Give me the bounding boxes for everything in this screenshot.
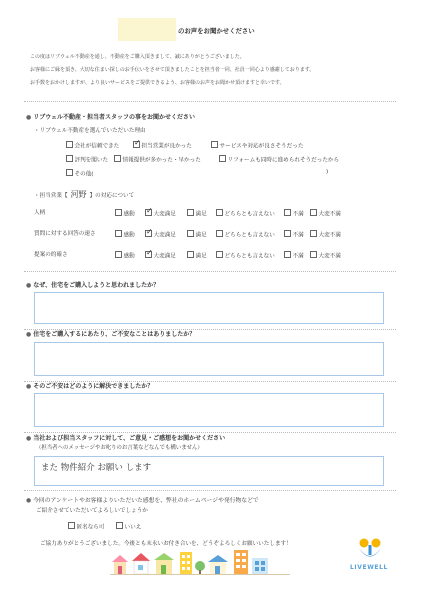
page-title: のお声をお聞かせください bbox=[178, 27, 255, 35]
rating-option-label: 満足 bbox=[195, 253, 207, 260]
rating-option-label: 大変不満 bbox=[318, 253, 341, 260]
answer-box-3[interactable] bbox=[34, 393, 384, 427]
rating-option-label: どちらとも言えない bbox=[224, 232, 275, 239]
rating-option-label: 大変満足 bbox=[153, 232, 176, 239]
answer-box-1[interactable] bbox=[34, 292, 384, 324]
building-icon bbox=[180, 552, 192, 574]
question-4-note: （担当者へのメッセージやお叱りのお言葉などなんでも構いません） bbox=[36, 445, 203, 451]
checkbox[interactable] bbox=[187, 251, 194, 258]
consent-no[interactable]: いいえ bbox=[116, 522, 141, 531]
checkbox-checked[interactable] bbox=[145, 206, 153, 216]
rating-option-label: 不満 bbox=[292, 232, 304, 239]
rating-option-label: 大変不満 bbox=[318, 211, 341, 218]
rating-option[interactable] bbox=[284, 251, 304, 260]
checkbox[interactable] bbox=[310, 230, 317, 237]
checkbox[interactable] bbox=[66, 141, 73, 148]
question-1: ● なぜ、住宅をご購入しようと思われましたか？ bbox=[26, 280, 159, 289]
rating-option[interactable] bbox=[145, 227, 176, 239]
rating-label: 質問に対する回答の速さ bbox=[34, 231, 96, 237]
staff-label: ・担当営業【 河野 】の対応について bbox=[34, 190, 135, 199]
reason-option-reform[interactable]: リフォームも同時に進められそうだったから bbox=[219, 155, 339, 164]
checkbox[interactable] bbox=[310, 209, 317, 216]
rating-label: 人柄 bbox=[34, 210, 46, 216]
rating-option-label: 満足 bbox=[195, 232, 207, 239]
rating-option-label: 大変不満 bbox=[318, 232, 341, 239]
intro-line-1: この度はリブウェル不動産を通し、不動産をご購入頂きまして、誠にありがとうございました。 bbox=[30, 54, 245, 60]
rating-option-label: 不満 bbox=[292, 211, 304, 218]
checkbox[interactable] bbox=[66, 155, 73, 162]
question-4: ● 当社および担当スタッフに対して、ご意見・ご感想をお聞かせください bbox=[26, 433, 225, 442]
checkbox[interactable] bbox=[284, 230, 291, 237]
check-mark-icon: ✓ bbox=[146, 227, 153, 236]
rating-option[interactable] bbox=[284, 230, 304, 239]
reason-label: ・リブウェル不動産を選んでいただいた理由 bbox=[34, 128, 146, 134]
check-mark-icon: ✓ bbox=[146, 206, 153, 215]
rating-option-label: 不満 bbox=[292, 253, 304, 260]
checkbox[interactable] bbox=[115, 209, 122, 216]
rating-option-label: 感動 bbox=[123, 253, 135, 260]
rating-option-label: どちらとも言えない bbox=[224, 253, 275, 260]
intro-line-2: お客様にご縁を頂き、大切な住まい探しのお手伝いをさせて頂きましたことを担当者一同、社員一同心より感謝しております。 bbox=[30, 67, 315, 73]
reason-option-other[interactable]: その他( bbox=[66, 169, 93, 178]
thanks-message: ご協力ありがとうございました。今後とも末永いお付き合いを、どうぞよろしくお願いいたします！ bbox=[40, 541, 292, 547]
reason-option-reputation[interactable]: 評判を聞いた bbox=[66, 155, 108, 164]
title-highlight bbox=[118, 18, 176, 41]
checkbox[interactable] bbox=[68, 522, 75, 529]
rating-option[interactable] bbox=[115, 209, 135, 218]
divider bbox=[24, 271, 396, 272]
building-icon bbox=[234, 550, 248, 574]
handwritten-answer: また 物件紹介 お願い します bbox=[41, 463, 152, 473]
checkbox-checked[interactable] bbox=[145, 227, 153, 237]
checkbox[interactable] bbox=[187, 209, 194, 216]
rating-option[interactable] bbox=[145, 206, 176, 218]
livewell-logo-icon bbox=[355, 535, 385, 563]
rating-option[interactable] bbox=[187, 209, 207, 218]
town-illustration bbox=[110, 550, 290, 580]
house-icon bbox=[208, 555, 228, 574]
reason-option-service[interactable]: サービスや対応が良さそうだった bbox=[211, 141, 303, 150]
rating-option[interactable] bbox=[310, 251, 341, 260]
divider bbox=[24, 490, 396, 491]
rating-option-label: どちらとも言えない bbox=[224, 211, 275, 218]
rating-option[interactable] bbox=[115, 251, 135, 260]
checkbox[interactable] bbox=[114, 155, 121, 162]
other-close-paren: ) bbox=[326, 169, 329, 175]
house-icon bbox=[112, 555, 128, 574]
building-icon bbox=[252, 558, 268, 574]
rating-option[interactable] bbox=[310, 209, 341, 218]
staff-name: 河野 bbox=[70, 190, 87, 199]
rating-option[interactable] bbox=[310, 230, 341, 239]
answer-box-4[interactable] bbox=[34, 456, 384, 486]
question-2: ● 住宅をご購入するにあたり、ご不安なことはありましたか？ bbox=[26, 329, 195, 338]
check-mark-icon: ✓ bbox=[146, 248, 153, 257]
checkbox[interactable] bbox=[284, 251, 291, 258]
consent-anonymous[interactable]: 匿名なら可 bbox=[68, 522, 104, 531]
checkbox[interactable] bbox=[115, 251, 122, 258]
rating-option[interactable] bbox=[284, 209, 304, 218]
rating-option[interactable] bbox=[187, 251, 207, 260]
livewell-logo-text: LIVEWELL bbox=[350, 564, 388, 571]
checkbox[interactable] bbox=[219, 155, 226, 162]
divider bbox=[24, 101, 396, 102]
checkbox[interactable] bbox=[211, 141, 218, 148]
answer-box-2[interactable] bbox=[34, 342, 384, 376]
rating-option-label: 満足 bbox=[195, 211, 207, 218]
question-5-line-1: ● 今回のアンケートやお客様よりいただいた感想を、弊社のホームページや発行物などで bbox=[26, 495, 259, 504]
checkbox[interactable] bbox=[116, 522, 123, 529]
reason-option-info[interactable]: 情報提供が多かった・早かった bbox=[114, 155, 201, 164]
checkbox[interactable] bbox=[216, 209, 223, 216]
rating-option[interactable] bbox=[216, 209, 275, 218]
checkbox-checked[interactable] bbox=[145, 248, 153, 258]
rating-option-label: 大変満足 bbox=[153, 211, 176, 218]
rating-option-label: 感動 bbox=[123, 232, 135, 239]
checkbox[interactable] bbox=[187, 230, 194, 237]
rating-option-label: 大変満足 bbox=[153, 253, 176, 260]
intro-line-3: お手数をおかけしますが、より良いサービスをご提供できるよう、お客様のお声をお聞かせ頂けますと幸いです。 bbox=[30, 80, 285, 86]
reason-option-trust[interactable]: 会社が信頼できた bbox=[66, 141, 119, 150]
rating-option[interactable] bbox=[216, 230, 275, 239]
house-icon bbox=[154, 553, 174, 574]
section1-heading: ● リブウェル不動産・担当者スタッフの事をお聞かせください bbox=[26, 112, 195, 121]
reason-option-sales[interactable]: ✓ 担当営業が良かった bbox=[134, 138, 192, 150]
checkbox-checked[interactable]: ✓ bbox=[134, 138, 141, 147]
tree-icon bbox=[195, 561, 205, 574]
checkbox[interactable] bbox=[66, 169, 73, 176]
rating-option[interactable] bbox=[216, 251, 275, 260]
question-5-line-2: ご紹介させていただいてよろしいでしょうか bbox=[36, 508, 148, 514]
rating-label: 提案の的確さ bbox=[34, 252, 68, 258]
checkbox[interactable] bbox=[216, 230, 223, 237]
rating-option[interactable] bbox=[145, 248, 176, 260]
rating-option-label: 感動 bbox=[123, 211, 135, 218]
rating-option[interactable] bbox=[187, 230, 207, 239]
checkbox[interactable] bbox=[284, 209, 291, 216]
house-icon bbox=[132, 553, 150, 574]
checkbox[interactable] bbox=[115, 230, 122, 237]
checkbox[interactable] bbox=[216, 251, 223, 258]
checkbox[interactable] bbox=[310, 251, 317, 258]
question-3: ● そのご不安はどのように解決できましたか？ bbox=[26, 381, 153, 390]
rating-option[interactable] bbox=[115, 230, 135, 239]
